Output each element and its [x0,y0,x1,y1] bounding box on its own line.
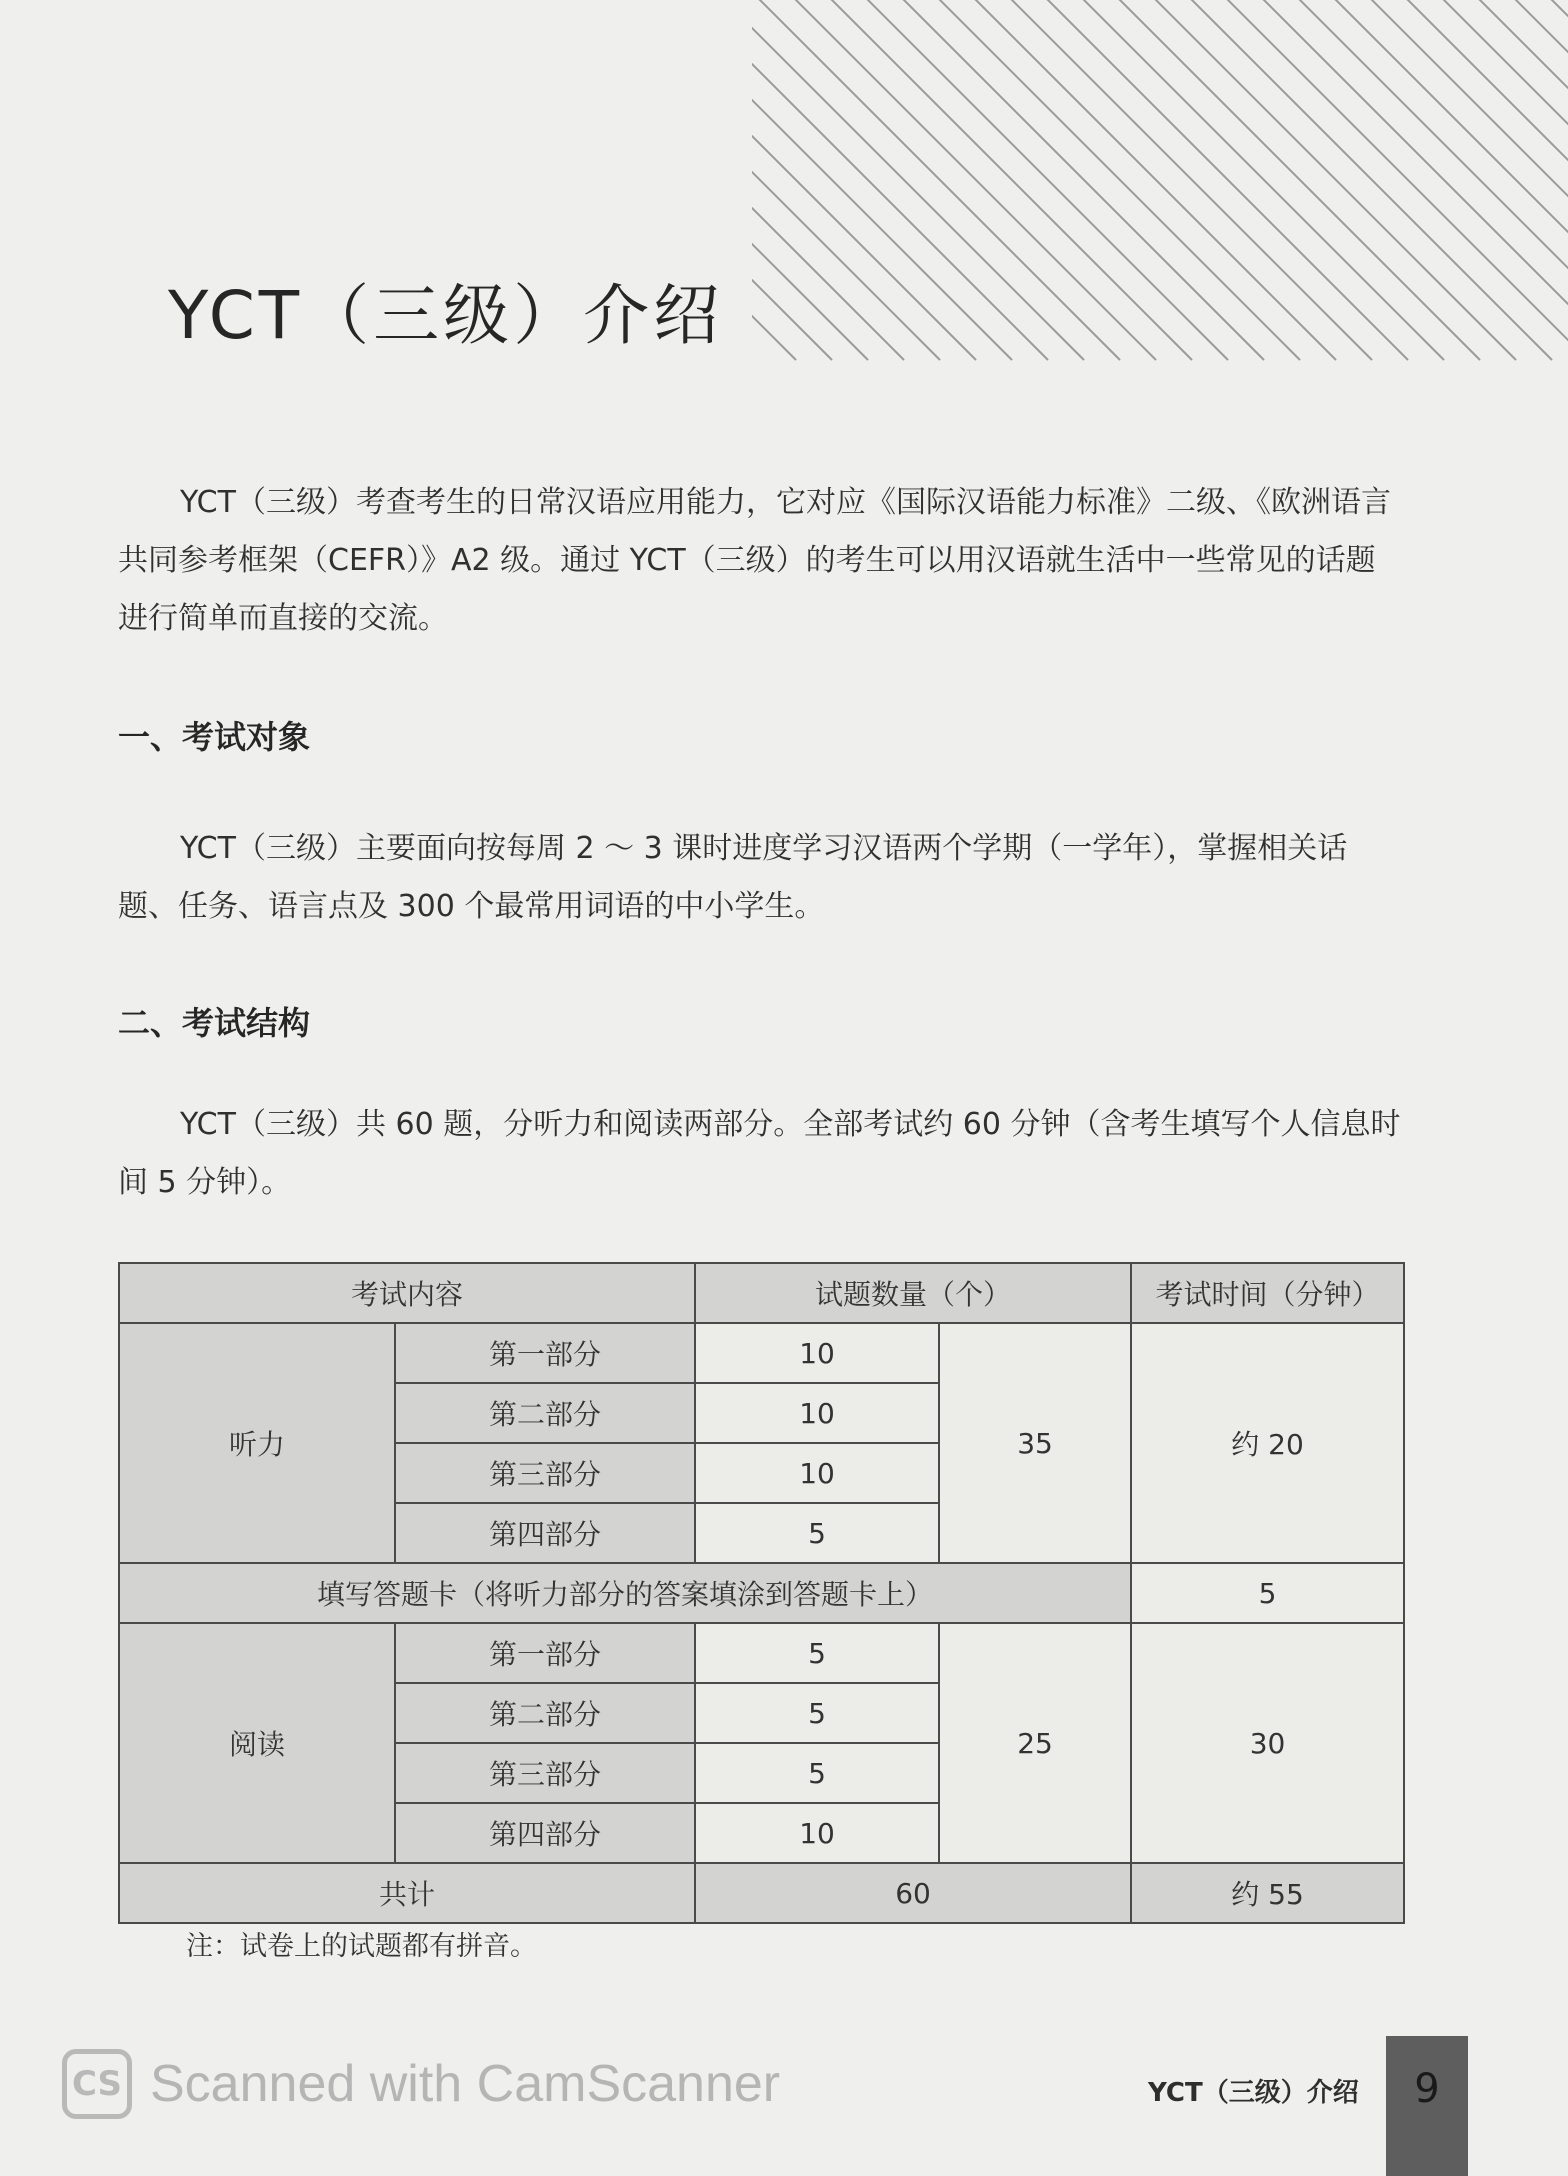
part-count: 5 [695,1743,939,1803]
part-name: 第四部分 [395,1803,695,1863]
part-name: 第二部分 [395,1683,695,1743]
listening-time: 约 20 [1131,1323,1404,1563]
listening-total: 35 [939,1323,1131,1563]
sum-count: 60 [695,1863,1131,1923]
part-name: 第三部分 [395,1743,695,1803]
footer-title: YCT（三级）介绍 [1148,2078,1359,2108]
structure-paragraph: YCT（三级）共 60 题，分听力和阅读两部分。全部考试约 60 分钟（含考生填写个人信息时间 5 分钟）。 [118,1107,1401,1200]
page-title: YCT（三级）介绍 [168,277,724,354]
table-sum-row [119,1863,1404,1923]
part-count: 5 [695,1683,939,1743]
part-count: 5 [695,1503,939,1563]
section-heading-audience: 一、考试对象 [118,718,311,756]
header-time: 考试时间（分钟） [1131,1263,1404,1323]
reading-time: 30 [1131,1623,1404,1863]
reading-total: 25 [939,1623,1131,1863]
part-count: 10 [695,1803,939,1863]
reading-label: 阅读 [119,1623,395,1863]
intro-paragraph: YCT（三级）考查考生的日常汉语应用能力，它对应《国际汉语能力标准》二级、《欧洲语言共同参考框架（CEFR）》A2 级。通过 YCT（三级）的考生可以用汉语就生活中一些常见的话题进行简单而直接的交流。 [118,485,1391,636]
answer-sheet-time: 5 [1131,1563,1404,1623]
header-content: 考试内容 [119,1263,695,1323]
camscanner-logo-icon: CS [62,2049,132,2119]
table-note: 注：试卷上的试题都有拼音。 [186,1931,537,1962]
exam-structure-table [118,1262,1405,1924]
part-name: 第一部分 [395,1323,695,1383]
section-heading-structure: 二、考试结构 [118,1004,311,1042]
part-count: 5 [695,1623,939,1683]
part-name: 第三部分 [395,1443,695,1503]
part-count: 10 [695,1383,939,1443]
audience-paragraph: YCT（三级）主要面向按每周 2 ～ 3 课时进度学习汉语两个学期（一学年），掌握相关话题、任务、语言点及 300 个最常用词语的中小学生。 [118,831,1348,924]
table-header-row [119,1263,1404,1323]
sum-time: 约 55 [1131,1863,1404,1923]
part-name: 第二部分 [395,1383,695,1443]
part-name: 第一部分 [395,1623,695,1683]
scanner-watermark [62,2048,780,2120]
part-count: 10 [695,1323,939,1383]
table-row [119,1623,1404,1683]
table-row [119,1323,1404,1383]
watermark-text: Scanned with CamScanner [150,2055,781,2113]
table-row [119,1563,1404,1623]
header-count: 试题数量（个） [695,1263,1131,1323]
page-number: 9 [1414,2066,1440,2112]
sum-label: 共计 [119,1863,695,1923]
part-count: 10 [695,1443,939,1503]
page-number-tab [1386,2036,1468,2176]
part-name: 第四部分 [395,1503,695,1563]
listening-label: 听力 [119,1323,395,1563]
answer-sheet-label: 填写答题卡（将听力部分的答案填涂到答题卡上） [119,1563,1131,1623]
